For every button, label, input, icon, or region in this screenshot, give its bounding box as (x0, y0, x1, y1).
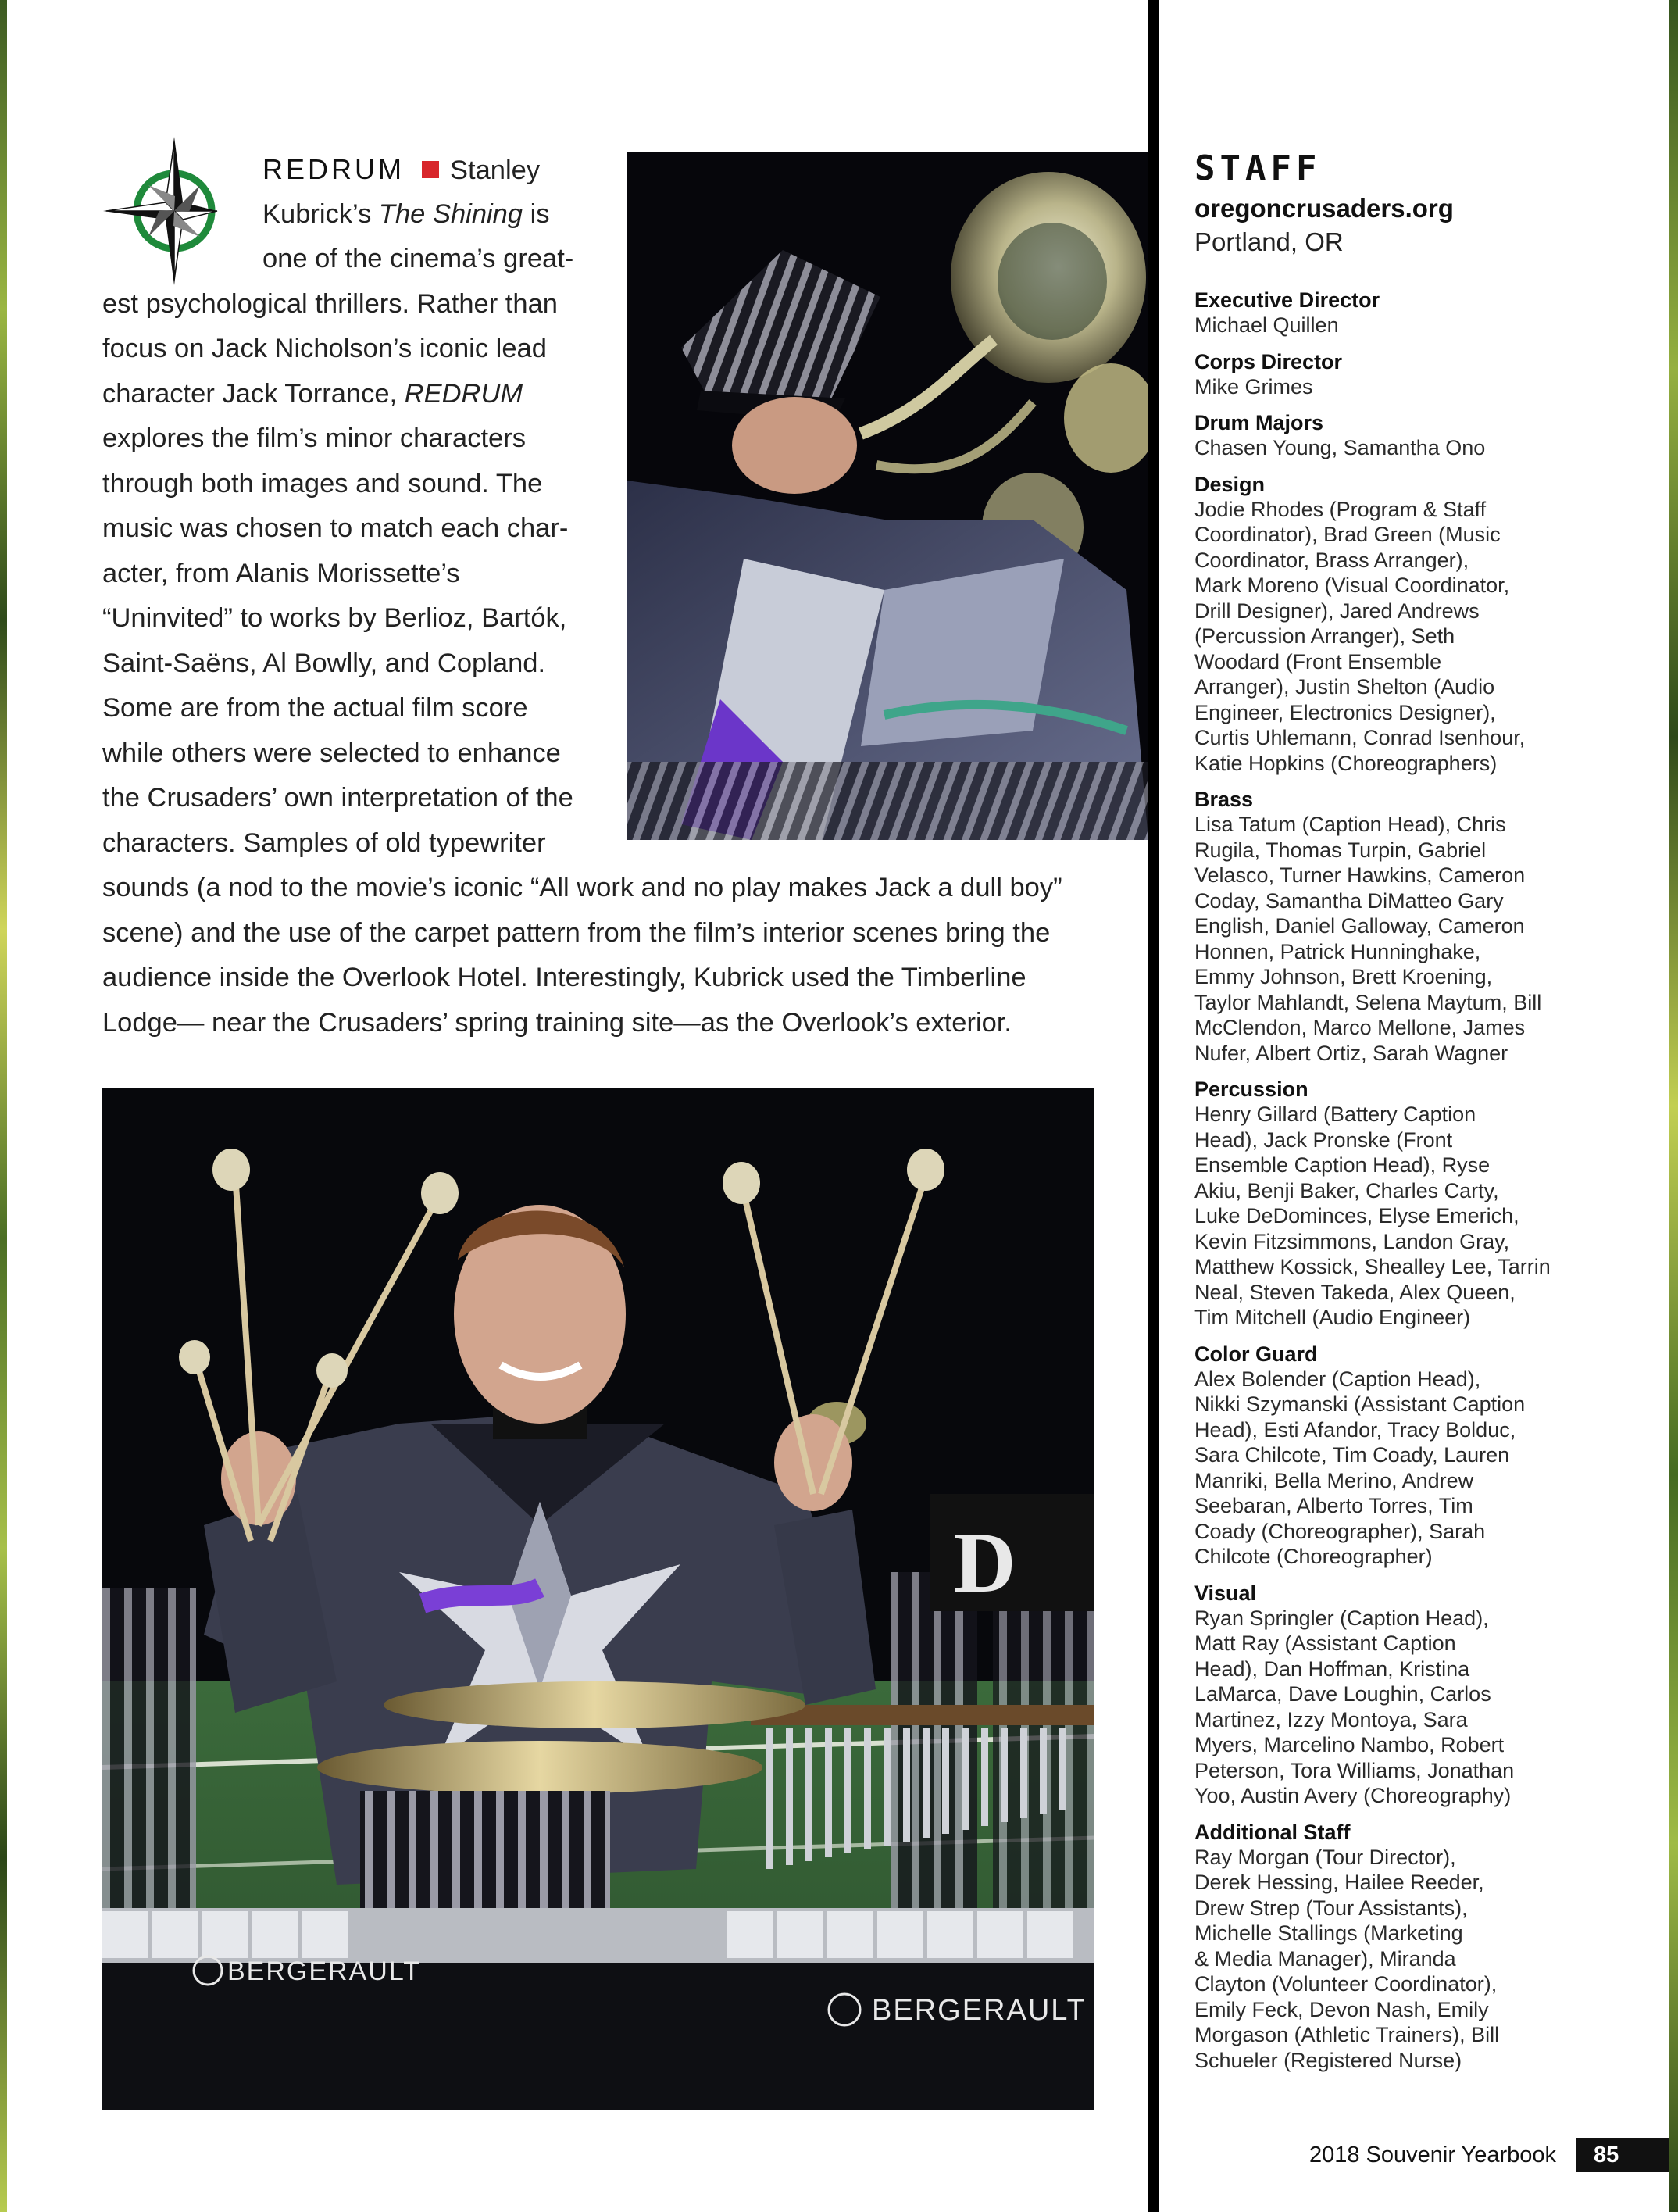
article-line-13: Some are from the actual film score (102, 693, 528, 723)
article-line-16: characters. Samples of old typewriter (102, 827, 546, 858)
location: Portland, OR (1194, 227, 1344, 256)
page-number: 85 (1576, 2138, 1669, 2172)
brass-player-photo (627, 152, 1148, 840)
red-square-bullet (422, 161, 439, 178)
article-line-12: Saint-Saëns, Al Bowlly, and Copland. (102, 648, 546, 678)
website-link[interactable]: oregoncrusaders.org (1194, 194, 1454, 223)
role-heading-brass: Brass (1194, 788, 1254, 811)
percussionist-illustration (102, 1088, 1094, 2110)
staff-column (1194, 148, 1648, 2084)
names-percussion: Henry Gillard (Battery Caption Head), Jack Pronske (Front Ensemble Caption Head), Ryse Akiu, Benji Baker, Charles Carty, Luke DeDominces, Elyse Emerich, Kevin Fitzsimmons, Landon Gray, Matthew Kossick, Shealley Lee, Tarrin Neal, Steven Takeda, Alex Queen, Tim Mitchell (Audio Engineer) (1194, 1102, 1551, 1329)
article-line-18: scene) and the use of the carpet pattern from the film’s interior scenes bring the (102, 917, 1051, 948)
article-line-7: explores the film’s minor characters (102, 423, 526, 453)
bergerault-logo-right: BERGERAULT (872, 1994, 1087, 2027)
names-additional-staff: Ray Morgan (Tour Director), Derek Hessing, Hailee Reeder, Drew Strep (Tour Assistants), Michelle Stallings (Marketing & Media Manager), Miranda Clayton (Volunteer Coordinator), Emily Feck, Devon Nash, Emily Morgason (Athletic Trainers), Bill Schueler (Registered Nurse) (1194, 1845, 1500, 2072)
names-corps-director: Mike Grimes (1194, 374, 1313, 398)
article-line-10: acter, from Alanis Morissette’s (102, 558, 460, 588)
article-line-14: while others were selected to enhance (102, 738, 561, 768)
names-executive-director: Michael Quillen (1194, 313, 1339, 337)
names-color-guard: Alex Bolender (Caption Head), Nikki Szymanski (Assistant Caption Head), Esti Afandor, Tracy Bolduc, Sara Chilcote, Tim Coady, Lauren Manriki, Bella Merino, Andrew Seebaran, Alberto Torres, Tim Coady (Choreographer), Sarah Chilcote (Choreographer) (1194, 1367, 1526, 1568)
brass-player-illustration (627, 152, 1148, 840)
article-rubric: REDRUM (262, 153, 405, 185)
article-line-11: “Uninvited” to works by Berlioz, Bartók, (102, 603, 567, 633)
article-line-15: the Crusaders’ own interpretation of the (102, 783, 573, 813)
compass-rose-icon (102, 137, 219, 285)
role-heading-corps-director: Corps Director (1194, 349, 1343, 373)
article-line-2: Kubrick’s The Shining is (262, 198, 550, 229)
percussionist-photo (102, 1088, 1094, 2110)
role-heading-percussion: Percussion (1194, 1077, 1308, 1101)
article-line-4: est psychological thrillers. Rather than (102, 288, 558, 319)
article-line-20: Lodge— near the Crusaders’ spring training site—as the Overlook’s exterior. (102, 1007, 1012, 1038)
article-line-9: music was chosen to match each char- (102, 513, 569, 543)
right-page-edge (1669, 0, 1678, 2212)
article-line-6: character Jack Torrance, REDRUM (102, 378, 523, 409)
role-heading-drum-majors: Drum Majors (1194, 411, 1324, 434)
names-design: Jodie Rhodes (Program & Staff Coordinator), Brad Green (Music Coordinator, Brass Arranger), Mark Moreno (Visual Coordinator, Drill Designer), Jared Andrews (Percussion Arranger), Seth Woodard (Front Ensemble Arranger), Justin Shelton (Audio Engineer, Electronics Designer), Curtis Uhlemann, Conrad Isenhour, Katie Hopkins (Choreographers) (1194, 497, 1526, 775)
article-line-19: audience inside the Overlook Hotel. Interestingly, Kubrick used the Timberline (102, 963, 1026, 992)
staff-title: STAFF (1194, 148, 1322, 188)
names-brass: Lisa Tatum (Caption Head), Chris Rugila, Thomas Turpin, Gabriel Velasco, Turner Hawkins, Cameron Coday, Samantha DiMatteo Gary English, Daniel Galloway, Cameron Honnen, Patrick Hunninghake, Emmy Johnson, Brett Kroening, Taylor Mahlandt, Selena Maytum, Bill McClendon, Marco Mellone, James Nufer, Albert Ortiz, Sarah Wagner (1194, 813, 1542, 1065)
bergerault-logo-left: BERGERAULT (227, 1956, 421, 1986)
article-line-8: through both images and sound. The (102, 468, 543, 499)
role-heading-executive-director: Executive Director (1194, 288, 1380, 312)
names-visual: Ryan Springler (Caption Head), Matt Ray (Assistant Caption Head), Dan Hoffman, Kristina LaMarca, Dave Loughin, Carlos Martinez, Izzy Montoya, Sara Myers, Marcelino Nambo, Robert Peterson, Tora Williams, Jonathan Yoo, Austin Avery (Choreography) (1194, 1606, 1515, 1807)
role-heading-visual: Visual (1194, 1581, 1257, 1605)
article-line-17: sounds (a nod to the movie’s iconic “All work and no play makes Jack a dull boy” (102, 873, 1062, 902)
article-line-1: REDRUM Stanley (262, 153, 541, 185)
column-divider-bar (1148, 0, 1159, 2212)
article-line-3: one of the cinema’s great- (262, 244, 574, 273)
role-heading-color-guard: Color Guard (1194, 1342, 1318, 1366)
left-page-edge (0, 0, 7, 2212)
role-heading-design: Design (1194, 472, 1266, 496)
banner-letter: D (954, 1515, 1016, 1610)
names-drum-majors: Chasen Young, Samantha Ono (1194, 436, 1486, 459)
publication-title: 2018 Souvenir Yearbook (1309, 2142, 1557, 2167)
article-line-5: focus on Jack Nicholson’s iconic lead (102, 334, 547, 363)
role-heading-additional-staff: Additional Staff (1194, 1820, 1351, 1844)
